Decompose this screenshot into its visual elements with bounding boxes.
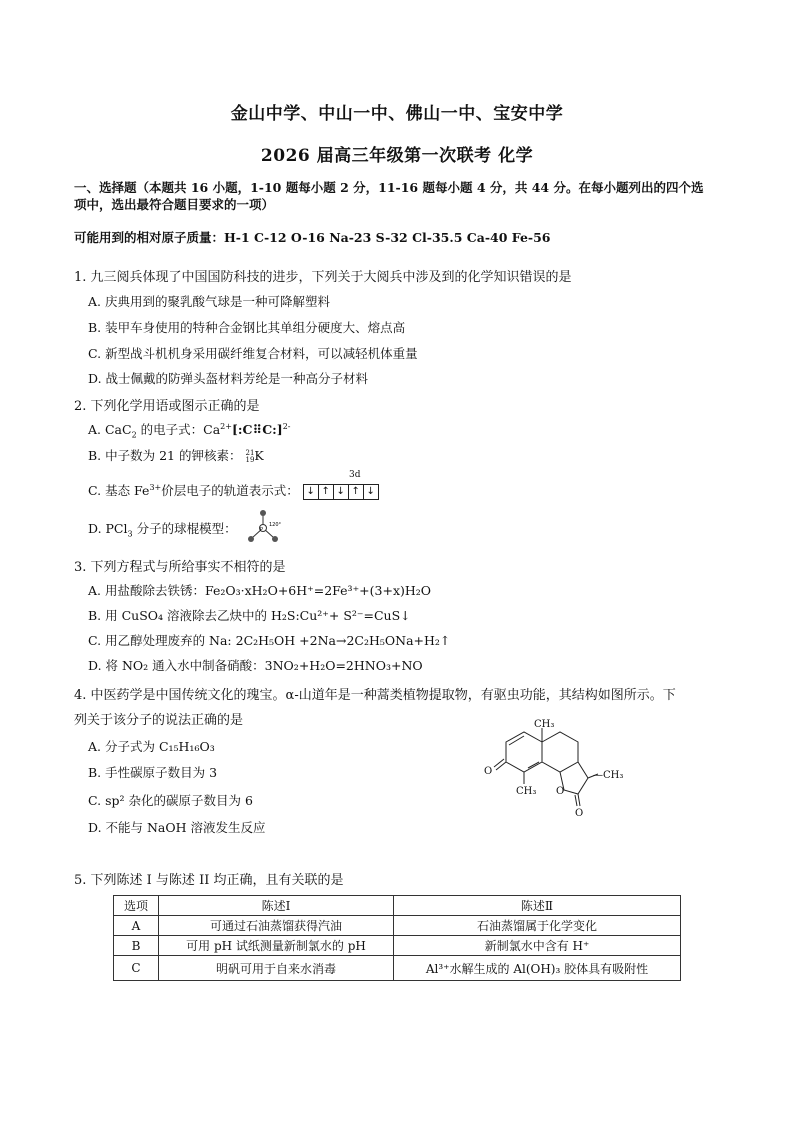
orbital-box: ↓ <box>306 485 315 497</box>
santonin-structure <box>480 718 624 819</box>
ring-oxygen-label: O <box>556 786 565 797</box>
pcl3-angle-label: 120° <box>269 522 282 528</box>
q2-stem: 2. 下列化学用语或图示正确的是 <box>74 399 260 414</box>
table-cell: 新制氯水中含有 H⁺ <box>394 936 681 956</box>
q2-c-orbital-label: 3d <box>349 470 361 480</box>
q2-a-formula: [:C⠿C:] <box>231 422 283 437</box>
table-cell: A <box>114 916 159 936</box>
q2-b-z: 19 <box>245 455 255 464</box>
table-row <box>114 956 681 981</box>
section-heading-line1: 一、选择题（本题共 16 小题，1-10 题每小题 2 分，11-16 题每小题 4 分，共 44 分。在每小题列出的四个选 <box>74 180 704 195</box>
table-cell: 明矾可用于自来水消毒 <box>159 956 394 981</box>
q2-c-charge: 3+ <box>149 482 162 492</box>
orbital-box: ↓ <box>333 485 348 499</box>
orbital-box: ↓ <box>363 485 378 499</box>
q4-option-a: A. 分子式为 C₁₅H₁₆O₃ <box>88 739 215 754</box>
table-header-cell: 陈述Ⅱ <box>394 896 681 916</box>
pcl3-ball-stick-model <box>244 508 290 544</box>
q2-a-charge2: 2- <box>282 421 291 431</box>
q3-option-b: B. 用 CuSO₄ 溶液除去乙炔中的 H₂S:Cu²⁺+ S²⁻=CuS↓ <box>88 608 411 623</box>
q2-option-d <box>88 519 237 537</box>
table-cell: B <box>114 936 159 956</box>
q3-option-c: C. 用乙醇处理废弃的 Na: 2C₂H₅OH +2Na→2C₂H₅ONa+H₂↑ <box>88 633 451 648</box>
table-cell: Al³⁺水解生成的 Al(OH)₃ 胶体具有吸附性 <box>394 956 681 981</box>
q4-option-b: B. 手性碳原子数目为 3 <box>88 765 218 780</box>
exam-title: 2026 届高三年级第一次联考 化学 <box>260 146 534 166</box>
q2-b-text: B. 中子数为 21 的钾核素： <box>88 448 242 463</box>
q2-a-prefix: A. CaC <box>88 422 132 437</box>
q2-d-text: D. PCl <box>88 521 128 536</box>
table-cell: 石油蒸馏属于化学变化 <box>394 916 681 936</box>
table-header-cell: 陈述Ⅰ <box>159 896 394 916</box>
methyl-right-label: —CH₃ <box>593 770 624 781</box>
q4-option-d: D. 不能与 NaOH 溶液发生反应 <box>88 820 266 835</box>
q2-a-charge: 2+ <box>220 421 232 431</box>
orbital-box: ↑ <box>348 485 363 499</box>
table-row <box>114 916 681 936</box>
q4-stem-line2: 列关于该分子的说法正确的是 <box>74 713 244 728</box>
q5-stem: 5. 下列陈述 I 与陈述 II 均正确，且有关联的是 <box>74 873 344 888</box>
q3-option-a: A. 用盐酸除去铁锈：Fe₂O₃·xH₂O+6H⁺=2Fe³⁺+(3+x)H₂O <box>88 583 432 598</box>
q3-stem: 3. 下列方程式与所给事实不相符的是 <box>74 560 286 575</box>
q3-option-d: D. 将 NO₂ 通入水中制备硝酸：3NO₂+H₂O=2HNO₃+NO <box>88 658 423 673</box>
section-heading-line2: 项中，选出最符合题目要求的一项） <box>74 197 275 212</box>
atomic-masses: 可能用到的相对原子质量：H-1 C-12 O-16 Na-23 S-32 Cl-35.5 Ca-40 Fe-56 <box>74 230 551 245</box>
table-cell: C <box>114 956 159 981</box>
q4-stem-line1: 4. 中医药学是中国传统文化的瑰宝。α-山道年是一种蒿类植物提取物，有驱虫功能，其结构如图所示。下 <box>74 688 676 703</box>
q1-option-a: A. 庆典用到的聚乳酸气球是一种可降解塑料 <box>88 294 330 309</box>
orbital-box: ↑ <box>318 485 333 499</box>
table-cell: 可用 pH 试纸测量新制氯水的 pH <box>159 936 394 956</box>
table-header-cell: 选项 <box>114 896 159 916</box>
q2-option-c <box>88 481 379 500</box>
q5-table <box>113 895 681 981</box>
q1-option-d: D. 战士佩戴的防弹头盔材料芳纶是一种高分子材料 <box>88 371 369 386</box>
table-cell: 可通过石油蒸馏获得汽油 <box>159 916 394 936</box>
q2-c-text: C. 基态 Fe <box>88 483 150 498</box>
q2-d-sub: 3 <box>127 529 133 539</box>
q1-option-c: C. 新型战斗机机身采用碳纤维复合材料，可以减轻机体重量 <box>88 346 418 361</box>
q2-option-a <box>88 420 290 438</box>
table-header-row <box>114 896 681 916</box>
carbonyl-oxygen-label: O <box>575 808 584 819</box>
q2-option-b <box>88 446 264 464</box>
q2-d-tail: 分子的球棍模型： <box>132 521 237 536</box>
school-names: 金山中学、中山一中、佛山一中、宝安中学 <box>230 104 564 124</box>
q2-a-mid: 的电子式：Ca <box>136 422 221 437</box>
methyl-top-label: CH₃ <box>534 719 555 730</box>
methyl-bottom-label: CH₃ <box>516 786 537 797</box>
q2-a-sub: 2 <box>131 430 137 440</box>
q1-stem: 1. 九三阅兵体现了中国国防科技的进步，下列关于大阅兵中涉及到的化学知识错误的是 <box>74 270 572 285</box>
q4-option-c: C. sp² 杂化的碳原子数目为 6 <box>88 793 253 808</box>
q2-b-symbol: K <box>254 448 264 463</box>
q1-option-b: B. 装甲车身使用的特种合金钢比其单组分硬度大、熔点高 <box>88 320 406 335</box>
q2-c-tail: 价层电子的轨道表示式： <box>161 483 299 498</box>
orbital-diagram <box>303 484 379 500</box>
ketone-oxygen-label: O <box>484 766 493 777</box>
table-row <box>114 936 681 956</box>
pcl3-center-label: P <box>260 527 264 533</box>
q2-b-mass: 21 <box>245 448 255 457</box>
